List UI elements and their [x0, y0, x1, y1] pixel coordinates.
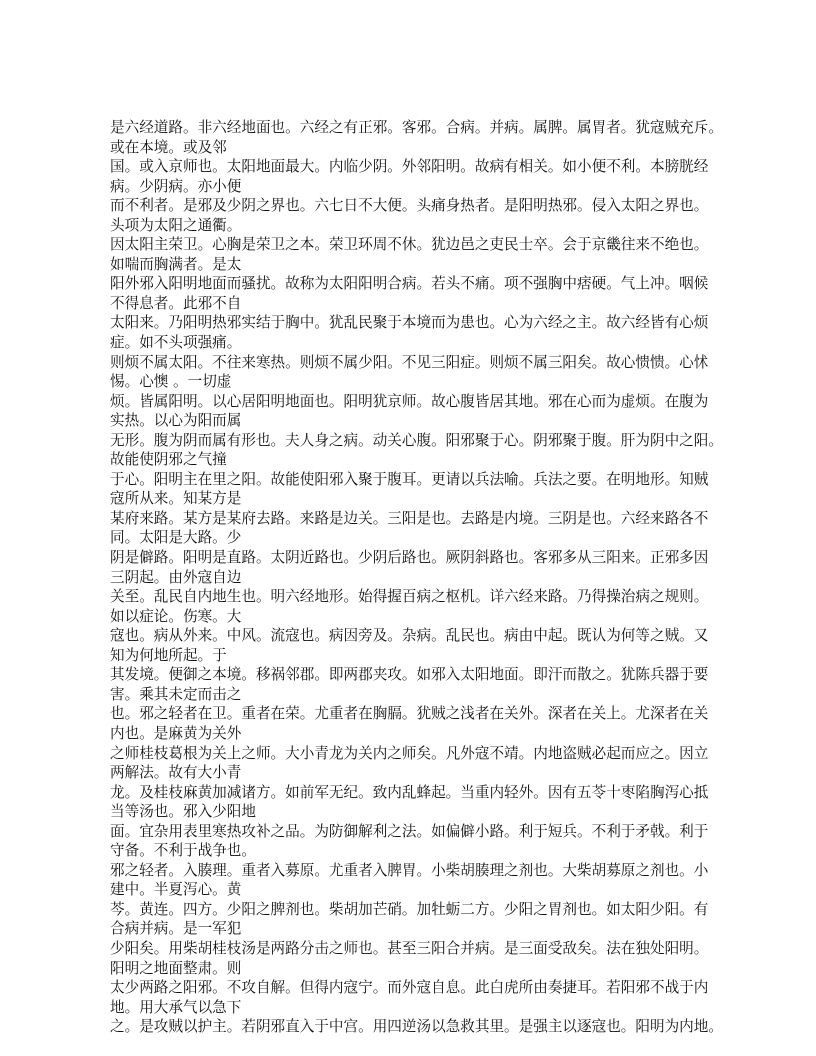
text-line: 阳外邪入阳明地面而骚扰。故称为太阳阳明合病。若头不痛。项不强胸中痞硬。气上冲。咽候 — [110, 275, 709, 293]
text-line: 内也。是麻黄为关外 — [110, 724, 242, 742]
text-line: 少阳矣。用柴胡桂枝汤是两路分击之师也。甚至三阳合并病。是三面受敌矣。法在独处阳明。 — [110, 939, 709, 957]
text-line: 或在本境。或及邻 — [110, 138, 227, 156]
text-line: 知为何地所起。于 — [110, 646, 227, 664]
text-line: 面。宜杂用表里寒热攻补之品。为防御解利之法。如偏僻小路。利于短兵。不利于矛戟。利于 — [110, 822, 709, 840]
text-line: 芩。黄连。四方。少阳之脾剂也。柴胡加芒硝。加牡蛎二方。少阳之胃剂也。如太阳少阳。有 — [110, 900, 709, 918]
text-line: 烦。皆属阳明。以心居阳明地面也。阳明犹京师。故心腹皆居其地。邪在心而为虚烦。在腹为 — [110, 392, 709, 410]
text-line: 之师桂枝葛根为关上之师。大小青龙为关内之师矣。凡外寇不靖。内地盗贼必起而应之。因立 — [110, 744, 709, 762]
text-line: 故能使阴邪之气撞 — [110, 451, 227, 469]
text-line: 是六经道路。非六经地面也。六经之有正邪。客邪。合病。并病。属脾。属胃者。犹寇贼充斥。 — [110, 119, 723, 136]
text-line: 害。乘其未定而击之 — [110, 685, 242, 703]
text-line: 合病并病。是一军犯 — [110, 920, 242, 938]
text-line: 某府来路。某方是某府去路。来路是边关。三阳是也。去路是内境。三阴是也。六经来路各不 — [110, 509, 709, 527]
text-line: 龙。及桂枝麻黄加减诸方。如前军无纪。致内乱蜂起。当重内轻外。因有五苓十枣陷胸泻心抵 — [110, 783, 709, 801]
text-line: 地。用大承气以急下 — [110, 998, 242, 1016]
text-line: 之。是攻贼以护主。若阴邪直入于中宫。用四逆汤以急救其里。是强主以逐寇也。阳明为内地。 — [110, 1018, 723, 1036]
text-line: 病。少阴病。亦小便 — [110, 177, 242, 195]
text-line: 则烦不属太阳。不往来寒热。则烦不属少阳。不见三阳症。则烦不属三阳矣。故心愦愦。心怵 — [110, 353, 709, 371]
text-line: 也。邪之轻者在卫。重者在荣。尤重者在胸膈。犹贼之浅者在关外。深者在关上。尤深者在关 — [110, 705, 709, 723]
text-line: 寇也。病从外来。中风。流寇也。病因旁及。杂病。乱民也。病由中起。既认为何等之贼。又 — [110, 627, 709, 645]
text-line: 惕。心懊 。一切虚 — [110, 373, 232, 391]
text-line: 症。如不头项强痛。 — [110, 334, 242, 352]
text-line: 太阳来。乃阳明热邪实结于胸中。犹乱民聚于本境而为患也。心为六经之主。故六经皆有心烦 — [110, 314, 709, 332]
text-line: 当等汤也。邪入少阳地 — [110, 803, 256, 821]
text-line: 于心。阳明主在里之阳。故能使阳邪入聚于腹耳。更请以兵法喻。兵法之要。在明地形。知贼 — [110, 470, 709, 488]
text-line: 同。太阳是大路。少 — [110, 529, 242, 547]
text-line: 如喘而胸满者。是太 — [110, 255, 242, 273]
text-line: 阳明之地面整肃。则 — [110, 959, 242, 977]
text-line: 关至。乱民自内地生也。明六经地形。始得握百病之枢机。详六经来路。乃得操治病之规则。 — [110, 588, 709, 606]
text-line: 邪之轻者。入腠理。重者入募原。尤重者入脾胃。小柴胡腠理之剂也。大柴胡募原之剂也。小 — [110, 861, 709, 879]
text-line: 无形。腹为阴而属有形也。夫人身之病。动关心腹。阳邪聚于心。阴邪聚于腹。肝为阴中之阳。 — [110, 431, 723, 449]
document-body — [110, 118, 750, 1037]
text-line: 如以症论。伤寒。大 — [110, 607, 242, 625]
text-line: 太少两路之阳邪。不攻自解。但得内寇宁。而外寇自息。此白虎所由奏捷耳。若阳邪不战于内 — [110, 979, 709, 997]
text-line: 头项为太阳之通衢。 — [110, 216, 242, 234]
text-line: 阴是僻路。阳明是直路。太阴近路也。少阴后路也。厥阴斜路也。客邪多从三阳来。正邪多因 — [110, 549, 709, 567]
text-line: 其发境。便御之本境。移祸邻郡。即两郡夹攻。如邪入太阳地面。即汗而散之。犹陈兵器于要 — [110, 666, 709, 684]
text-line: 三阴起。由外寇自边 — [110, 568, 242, 586]
text-line: 建中。半夏泻心。黄 — [110, 881, 242, 899]
text-line: 守备。不利于战争也。 — [110, 842, 256, 860]
text-line: 因太阳主荣卫。心胸是荣卫之本。荣卫环周不休。犹边邑之吏民士卒。会于京畿往来不绝也。 — [110, 236, 709, 254]
text-line: 两解法。故有大小青 — [110, 764, 242, 782]
text-line: 不得息者。此邪不自 — [110, 294, 242, 312]
text-line: 寇所从来。知某方是 — [110, 490, 242, 508]
text-line: 实热。以心为阳而属 — [110, 412, 242, 430]
text-line: 而不利者。是邪及少阴之界也。六七日不大便。头痛身热者。是阳明热邪。侵入太阳之界也。 — [110, 197, 709, 215]
text-line: 国。或入京师也。太阳地面最大。内临少阴。外邻阳明。故病有相关。如小便不利。本膀胱经 — [110, 158, 709, 176]
